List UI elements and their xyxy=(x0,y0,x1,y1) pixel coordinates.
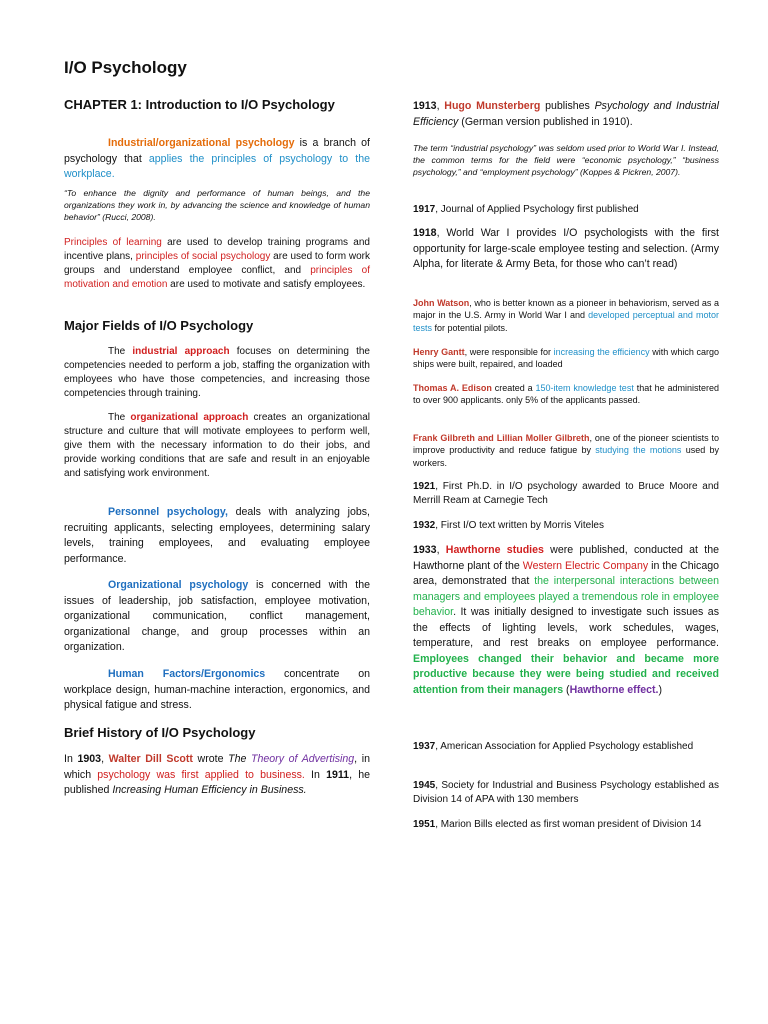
event-1917: 1917, Journal of Applied Psychology first published xyxy=(413,204,639,215)
major-fields-heading: Major Fields of I/O Psychology xyxy=(64,318,254,333)
rucci-quote: “To enhance the dignity and performance of human beings, and the organizations they work in, by advancing the science and knowledge of human behavior” (Rucci, 2008). xyxy=(64,188,370,222)
organizational-psychology-paragraph: Organizational psychology is concerned with the issues of leadership, job satisfaction, employee motivation, organizational communication, conflict management, organizational change, and group processes within an organization. xyxy=(64,579,370,653)
human-factors-paragraph: Human Factors/Ergonomics concentrate on workplace design, human-machine interaction, ergonomics, and physical fatigue and stress. xyxy=(64,668,371,711)
event-1913: 1913, Hugo Munsterberg publishes Psychology and Industrial Efficiency (German version published in 1910). xyxy=(413,100,719,128)
gantt-note: Henry Gantt, were responsible for increasing the efficiency with which cargo ships were built, repaired, and loaded xyxy=(413,347,720,370)
principles-paragraph: Principles of learning are used to develop training programs and incentive plans, principles of social psychology are used to form work groups and understand employee conflict, and principles of motivation and emotion are used to motivate and satisfy employees. xyxy=(64,237,370,290)
event-1918: 1918, World War I provides I/O psychologists with the first opportunity for large-scale employee testing and selection. (Army Alpha, for literate & Army Beta, for those who can’t read) xyxy=(413,227,719,270)
event-1951: 1951, Marion Bills elected as first woman president of Division 14 xyxy=(413,819,702,830)
document-title: I/O Psychology xyxy=(64,58,187,77)
chapter-heading: CHAPTER 1: Introduction to I/O Psychology xyxy=(64,97,335,112)
history-1903-paragraph: In 1903, Walter Dill Scott wrote The Theory of Advertising, in which psychology was first applied to business. In 1911, he published Increasing Human Efficiency in Business. xyxy=(64,753,370,796)
edison-note: Thomas A. Edison created a 150-item knowledge test that he administered to over 900 applicants. only 5% of the applicants passed. xyxy=(413,383,719,406)
personnel-psychology-paragraph: Personnel psychology, deals with analyzing jobs, recruiting applicants, selecting employees, determining salary levels, training employees, and evaluating employee performance. xyxy=(64,506,370,565)
event-1921: 1921, First Ph.D. in I/O psychology awarded to Bruce Moore and Merrill Ream at Carnegie Tech xyxy=(413,481,719,506)
event-1933: 1933, Hawthorne studies were published, conducted at the Hawthorne plant of the Western Electric Company in the Chicago area, demonstrated that the interpersonal interactions between managers and employees played a tremendous role in employee behavior. It was initially designed to investigate such issues as the effects of lighting levels, work schedules, wages, temperature, and rest breaks on employee performance. Employees changed their behavior and became more productive because they were being studied and received attention from their managers (Hawthorne effect.) xyxy=(413,544,719,696)
gilbreth-note: Frank Gilbreth and Lillian Moller Gilbreth, one of the pioneer scientists to improve productivity and reduce fatigue by studying the motions used by workers. xyxy=(413,433,720,468)
industrial-approach-paragraph: The industrial approach focuses on determining the competencies needed to perform a job, staffing the organization with employees who have those competencies, and increasing those competencies through training. xyxy=(64,346,370,399)
watson-note: John Watson, who is better known as a pioneer in behaviorism, served as a major in the U.S. Army in World War I and developed perceptual and motor tests for potential pilots. xyxy=(413,298,719,333)
event-1945: 1945, Society for Industrial and Business Psychology established as Division 14 of APA with 130 members xyxy=(413,780,719,805)
term-note: The term “industrial psychology” was seldom used prior to World War I. Instead, the common terms for the field were “economic psychology,” “business psychology,” and “employment psychology” (Koppes & Pickren, 2007). xyxy=(413,143,719,177)
intro-paragraph: Industrial/organizational psychology is a branch of psychology that applies the principles of psychology to the workplace. xyxy=(64,137,370,180)
event-1932: 1932, First I/O text written by Morris Viteles xyxy=(413,520,604,531)
organizational-approach-paragraph: The organizational approach creates an organizational structure and culture that will motivate employees to perform well, give them with the necessary information to do their jobs, and provide working conditions that are safe and result in an enjoyable and satisfying work environment. xyxy=(64,412,370,479)
event-1937: 1937, American Association for Applied Psychology established xyxy=(413,741,694,752)
history-heading: Brief History of I/O Psychology xyxy=(64,725,256,740)
